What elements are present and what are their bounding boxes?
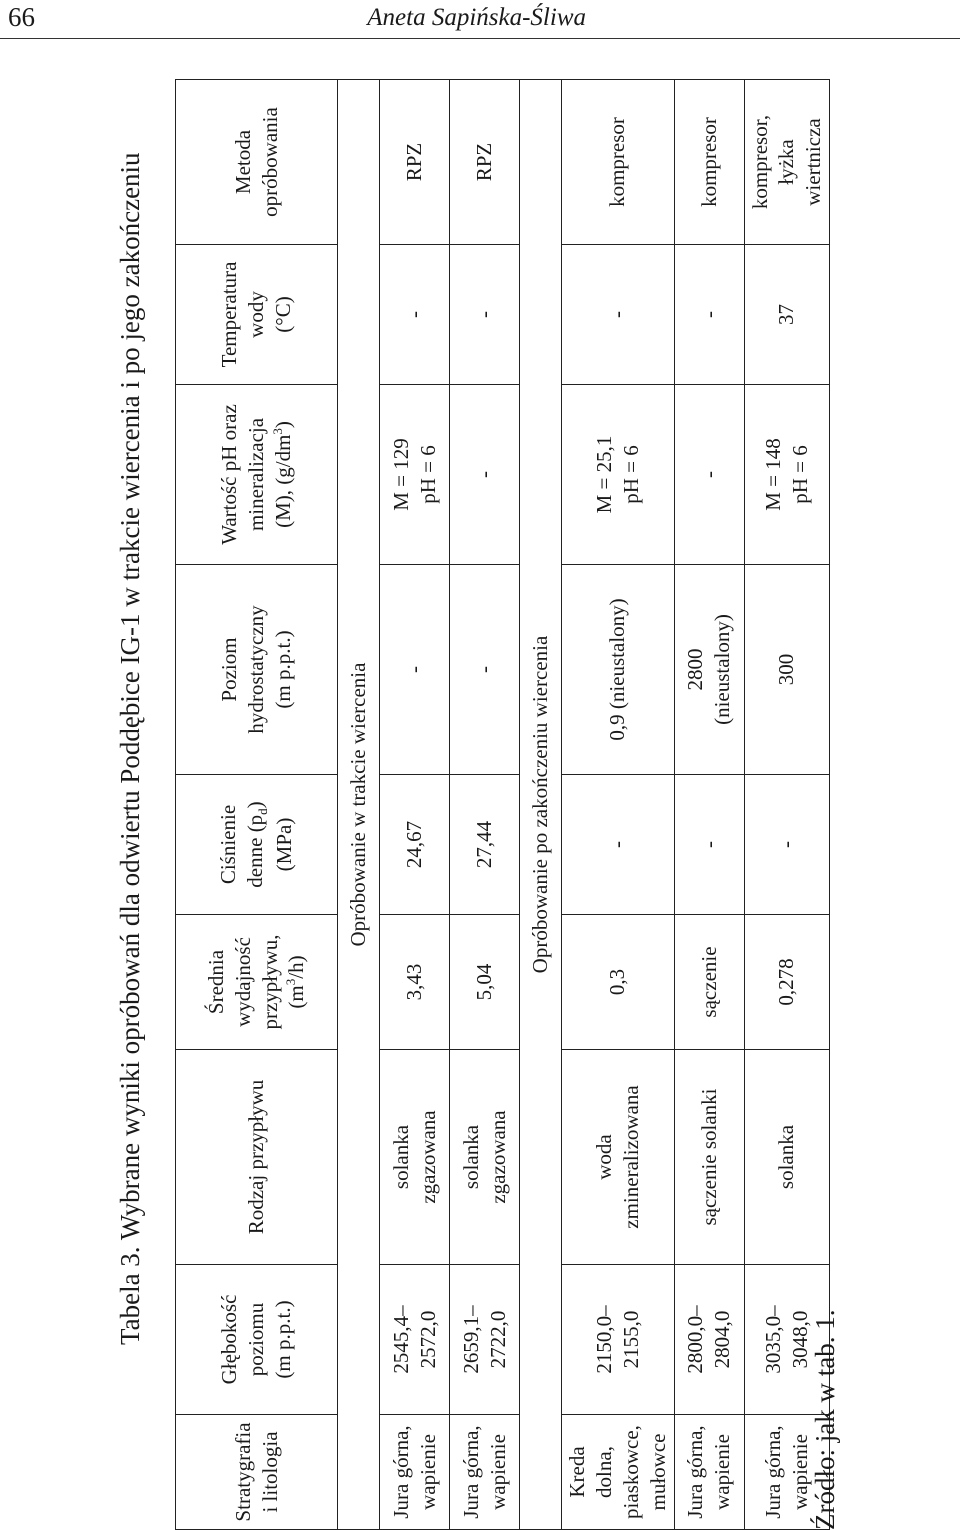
cell-text-line: 2804,0 xyxy=(710,1310,734,1369)
cell-text-line: kompresor, xyxy=(747,114,772,210)
cell-text-line: wapienie xyxy=(710,1434,734,1510)
header-stratigraphy: Stratygrafia i litologia xyxy=(176,1415,338,1530)
cell-text-line: mułowce xyxy=(645,1433,670,1511)
cell-text-line: sączenie solanki xyxy=(696,1088,721,1226)
cell-sampling-method xyxy=(562,80,675,245)
cell-static-level xyxy=(674,565,744,775)
cell-text-line: wiertnicza xyxy=(801,118,826,206)
header-average-yield: Średnia wydajność przypływu, $(m^3/h)$ xyxy=(176,915,338,1050)
cell-stratigraphy xyxy=(380,1415,450,1530)
cell-text-line: 3,43 xyxy=(402,963,427,1001)
cell-text-line: Kreda dolna, xyxy=(565,1446,616,1498)
cell-text-line: 2150,0– xyxy=(591,1305,616,1374)
cell-text-line: 24,67 xyxy=(402,820,427,869)
cell-text-line: solanka xyxy=(774,1124,799,1190)
cell-text-line: 2800,0– xyxy=(683,1305,708,1374)
cell-text-line: - xyxy=(402,311,427,318)
cell-sampling-method xyxy=(744,80,830,245)
cell-depth xyxy=(674,1265,744,1415)
cell-text-line: Jura górna, xyxy=(760,1425,785,1519)
cell-average-yield xyxy=(744,915,830,1050)
cell-sampling-method xyxy=(380,80,450,245)
table-row xyxy=(380,80,450,1530)
section-header-row xyxy=(520,80,562,1530)
cell-text-line: 3048,0 xyxy=(787,1310,812,1369)
cell-inflow-type xyxy=(674,1050,744,1265)
source-note: Źródło: jak w tab. 1. xyxy=(810,1309,840,1530)
cell-text-line: pH = 6 xyxy=(415,445,440,504)
cell-text-line: 2659,1– xyxy=(458,1305,483,1374)
cell-average-yield xyxy=(674,915,744,1050)
cell-text-line: M = 148 xyxy=(760,438,785,511)
cell-text-line: 2545,4– xyxy=(388,1305,413,1374)
cell-text-line: M = 129 xyxy=(388,438,413,511)
cell-water-temperature xyxy=(380,245,450,385)
cell-text-line: RPZ xyxy=(402,142,427,182)
cell-text-line: 2722,0 xyxy=(485,1310,510,1369)
table-row xyxy=(450,80,520,1530)
results-table xyxy=(175,79,830,1530)
cell-inflow-type xyxy=(562,1050,675,1265)
cell-text-line: - xyxy=(472,471,497,478)
cell-text-line: wapienie xyxy=(485,1434,510,1510)
cell-sampling-method xyxy=(674,80,744,245)
section-title: Opróbowanie w trakcie wiercenia xyxy=(338,80,380,1530)
cell-text-line: - xyxy=(696,841,721,848)
cell-bottom-pressure xyxy=(450,775,520,915)
cell-text-line: - xyxy=(402,666,427,673)
cell-text-line: 0,9 (nieustalony) xyxy=(605,598,630,741)
cell-text-line: - xyxy=(605,311,630,318)
table-row xyxy=(562,80,675,1530)
cell-text-line: (nieustalony) xyxy=(710,614,734,725)
cell-text-line: zgazowana xyxy=(485,1110,510,1204)
cell-text-line: - xyxy=(605,841,630,848)
cell-text-line: piaskowce, xyxy=(618,1425,643,1519)
cell-depth xyxy=(380,1265,450,1415)
cell-ph-mineralization xyxy=(674,385,744,565)
cell-ph-mineralization xyxy=(562,385,675,565)
cell-static-level xyxy=(562,565,675,775)
cell-water-temperature xyxy=(562,245,675,385)
cell-stratigraphy xyxy=(450,1415,520,1530)
cell-stratigraphy xyxy=(562,1415,675,1530)
cell-text-line: 0,3 xyxy=(605,968,630,996)
cell-text-line: Jura górna, xyxy=(458,1425,483,1519)
cell-water-temperature xyxy=(674,245,744,385)
cell-stratigraphy xyxy=(674,1415,744,1530)
cell-text-line: kompresor xyxy=(696,117,721,207)
cell-text-line: solanka xyxy=(458,1124,483,1190)
cell-text-line: 0,278 xyxy=(774,958,799,1006)
cell-text-line: - xyxy=(696,471,721,478)
cell-text-line: zmineralizowana xyxy=(618,1085,643,1229)
header-ph-mineralization: Wartość pH oraz mineralizacja (M), $(g/dm^3)$ xyxy=(176,385,338,565)
cell-text-line: M = 25,1 xyxy=(591,435,616,514)
table-caption: Tabela 3. Wybrane wyniki opróbowań dla odwiertu Poddębice IG-1 w trakcie wiercenia i po jego zakończeniu xyxy=(115,152,145,1345)
cell-average-yield xyxy=(380,915,450,1050)
cell-inflow-type xyxy=(744,1050,830,1265)
cell-bottom-pressure xyxy=(380,775,450,915)
cell-text-line: wapienie xyxy=(787,1434,812,1510)
cell-text-line: 2572,0 xyxy=(415,1310,440,1369)
cell-bottom-pressure xyxy=(562,775,675,915)
header-static-level: Poziom hydrostatyczny (m p.p.t.) xyxy=(176,565,338,775)
cell-text-line: 27,44 xyxy=(472,820,497,869)
cell-text-line: - xyxy=(472,311,497,318)
cell-text-line: 2155,0 xyxy=(618,1310,643,1369)
cell-average-yield xyxy=(450,915,520,1050)
cell-text-line: - xyxy=(472,666,497,673)
cell-text-line: 37 xyxy=(774,304,799,325)
cell-average-yield xyxy=(562,915,675,1050)
table-body xyxy=(176,80,830,1530)
cell-text-line: Jura górna, xyxy=(683,1425,708,1519)
cell-text-line: 2800 xyxy=(683,648,708,691)
cell-water-temperature xyxy=(450,245,520,385)
cell-text-line: - xyxy=(696,311,721,318)
header-inflow-type: Rodzaj przypływu xyxy=(176,1050,338,1265)
header-water-temperature: Temperatura wody (°C) xyxy=(176,245,338,385)
cell-text-line: sączenie xyxy=(696,946,721,1018)
section-title: Opróbowanie po zakończeniu wiercenia xyxy=(520,80,562,1530)
cell-text-line: łyżka xyxy=(774,139,799,185)
cell-depth xyxy=(562,1265,675,1415)
cell-ph-mineralization xyxy=(744,385,830,565)
cell-text-line: zgazowana xyxy=(415,1110,440,1204)
cell-ph-mineralization xyxy=(380,385,450,565)
running-head-author: Aneta Sapińska-Śliwa xyxy=(367,4,586,31)
page-number: 66 xyxy=(8,2,35,32)
cell-text-line: RPZ xyxy=(472,142,497,182)
table-header-row xyxy=(176,80,338,1530)
cell-text-line: 3035,0– xyxy=(760,1305,785,1374)
table-row xyxy=(674,80,744,1530)
cell-static-level xyxy=(450,565,520,775)
header-bottom-pressure: Ciśnienie denne $(p_d)$ (MPa) xyxy=(176,775,338,915)
cell-text-line: 300 xyxy=(774,653,799,686)
cell-bottom-pressure xyxy=(744,775,830,915)
cell-text-line: woda xyxy=(591,1134,616,1180)
cell-text-line: Jura górna, xyxy=(388,1425,413,1519)
cell-bottom-pressure xyxy=(674,775,744,915)
cell-static-level xyxy=(744,565,830,775)
cell-text-line: pH = 6 xyxy=(787,445,812,504)
cell-water-temperature xyxy=(744,245,830,385)
cell-ph-mineralization xyxy=(450,385,520,565)
cell-static-level xyxy=(380,565,450,775)
header-sampling-method: Metoda opróbowania xyxy=(176,80,338,245)
header-depth: Głębokość poziomu (m p.p.t.) xyxy=(176,1265,338,1415)
cell-inflow-type xyxy=(450,1050,520,1265)
cell-inflow-type xyxy=(380,1050,450,1265)
section-header-row xyxy=(338,80,380,1530)
cell-text-line: solanka xyxy=(388,1124,413,1190)
cell-text-line: pH = 6 xyxy=(618,445,643,504)
cell-text-line: - xyxy=(774,841,799,848)
cell-text-line: wapienie xyxy=(415,1434,440,1510)
cell-sampling-method xyxy=(450,80,520,245)
cell-text-line: kompresor xyxy=(605,117,630,207)
cell-depth xyxy=(450,1265,520,1415)
cell-text-line: 5,04 xyxy=(472,963,497,1001)
